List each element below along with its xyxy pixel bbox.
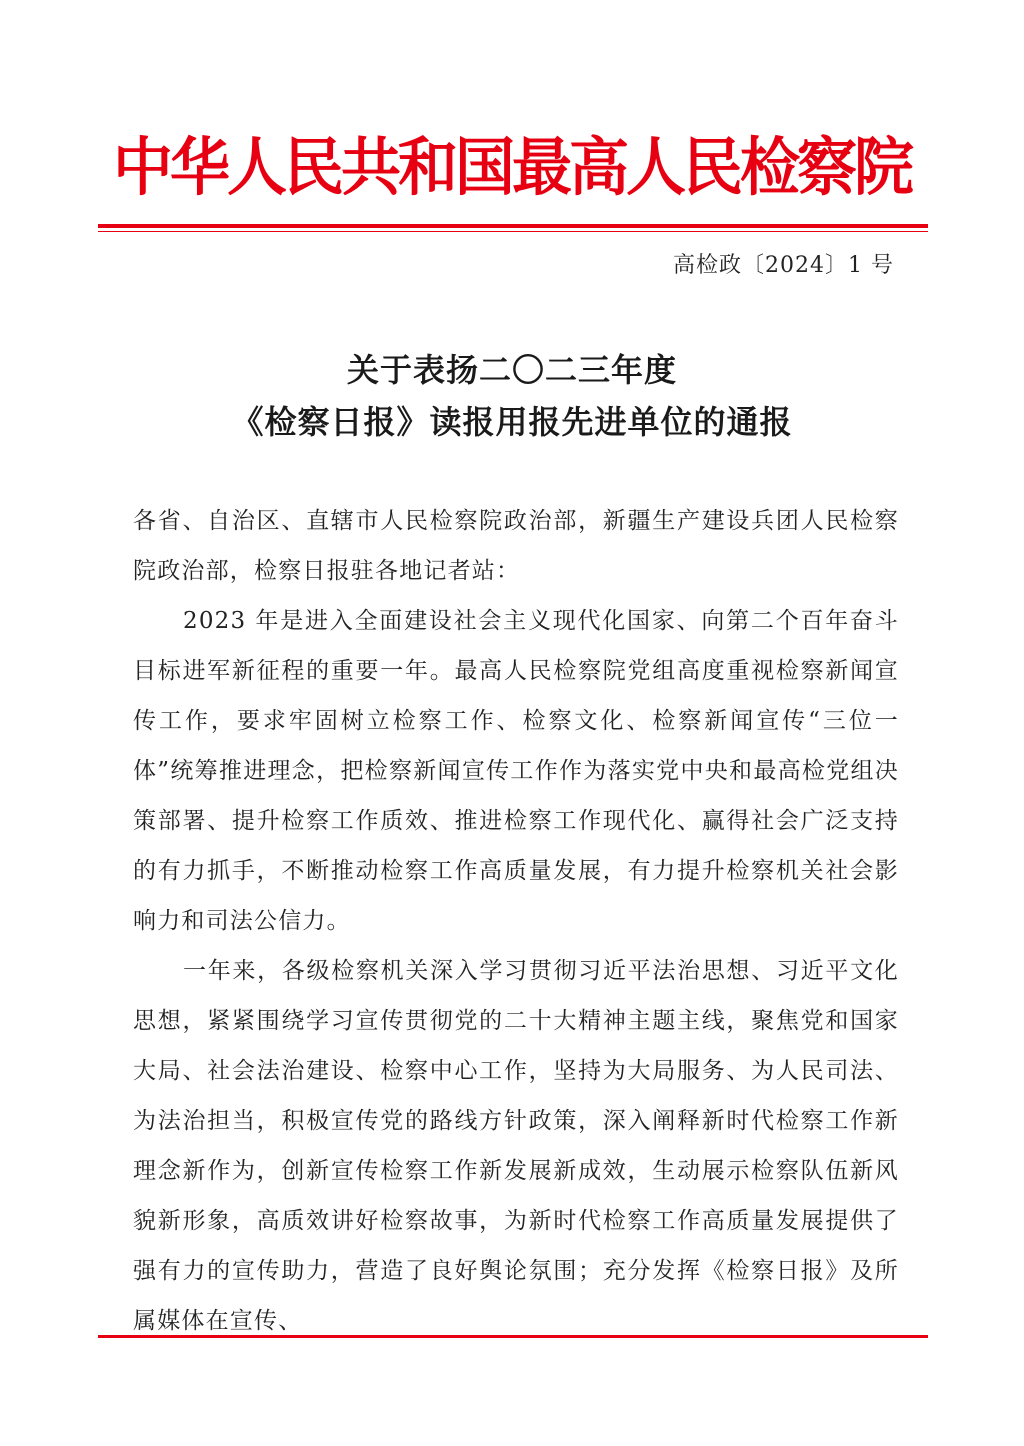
body-paragraph-1: 2023 年是进入全面建设社会主义现代化国家、向第二个百年奋斗目标进军新征程的重要一年。最高人民检察院党组高度重视检察新闻宣传工作，要求牢固树立检察工作、检察文化、检察新闻宣传“三位一体”统筹推进理念，把检察新闻宣传工作作为落实党中央和最高检党组决策部署、提升检察工作质效、推进检察工作现代化、赢得社会广泛支持的有力抓手，不断推动检察工作高质量发展，有力提升检察机关社会影响力和司法公信力。: [133, 608, 899, 934]
header-red-thin-rule: [98, 231, 928, 232]
salutation: 各省、自治区、直辖市人民检察院政治部，新疆生产建设兵团人民检察院政治部，检察日报驻各地记者站：: [133, 508, 899, 584]
document-number: 高检政〔2024〕1 号: [673, 253, 894, 278]
document-title-line-1: 关于表扬二〇二三年度: [346, 351, 677, 389]
footer-red-rule: [98, 1335, 928, 1338]
document-title-line-2: 《检察日报》读报用报先进单位的通报: [231, 403, 793, 441]
header-red-rule: [98, 224, 928, 228]
document-body: [133, 496, 899, 1346]
masthead-org-name: 中华人民共和国最高人民检察院: [113, 131, 911, 205]
body-paragraph-2: 一年来，各级检察机关深入学习贯彻习近平法治思想、习近平文化思想，紧紧围绕学习宣传贯彻党的二十大精神主题主线，聚焦党和国家大局、社会法治建设、检察中心工作，坚持为大局服务、为人民司法、为法治担当，积极宣传党的路线方针政策，深入阐释新时代检察工作新理念新作为，创新宣传检察工作新发展新成效，生动展示检察队伍新风貌新形象，高质效讲好检察故事，为新时代检察工作高质量发展提供了强有力的宣传助力，营造了良好舆论氛围；充分发挥《检察日报》及所属媒体在宣传、: [133, 958, 899, 1334]
